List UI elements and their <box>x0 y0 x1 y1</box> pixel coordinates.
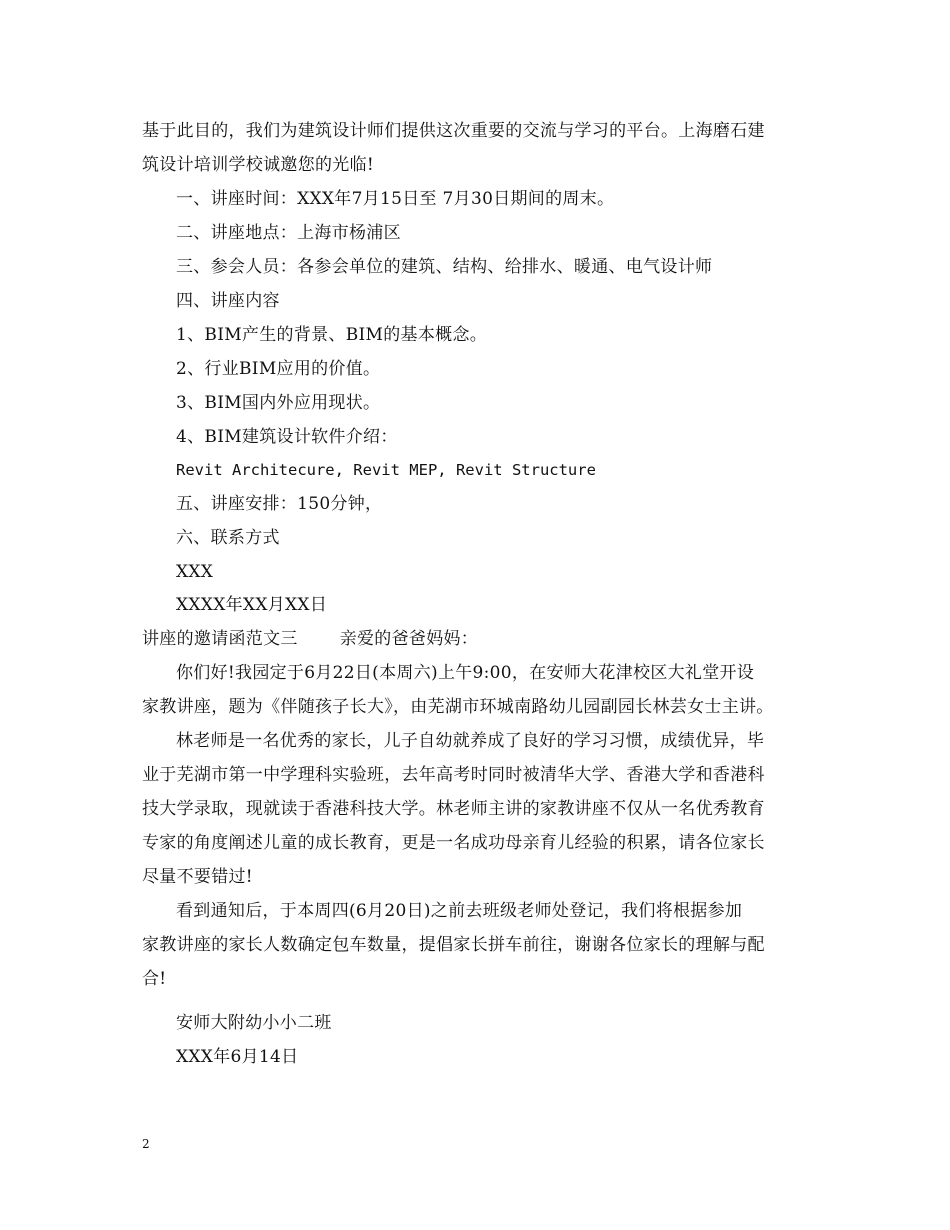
list-item: 2、行业BIM应用的价值。 <box>176 359 381 379</box>
paragraph-line: 合! <box>142 969 167 989</box>
date-line: XXXX年XX月XX日 <box>176 595 328 615</box>
section-heading-time: 一、讲座时间：XXX年7月15日至 7月30日期间的周末。 <box>176 189 615 209</box>
paragraph-line: 专家的角度阐述儿童的成长教育，更是一名成功母亲育儿经验的积累，请各位家长 <box>142 833 765 853</box>
contact-placeholder: XXX <box>176 562 214 582</box>
section-heading-content: 四、讲座内容 <box>176 291 280 311</box>
signature-date: XXX年6月14日 <box>176 1047 299 1067</box>
paragraph-line: 业于芜湖市第一中学理科实验班，去年高考时同时被清华大学、香港大学和香港科 <box>142 765 765 785</box>
section-heading-contact: 六、联系方式 <box>176 528 280 548</box>
section-heading-schedule: 五、讲座安排：150分钟， <box>176 494 383 514</box>
list-item: 4、BIM建筑设计软件介绍： <box>176 427 398 447</box>
signature-class: 安师大附幼小小二班 <box>176 1013 332 1033</box>
paragraph-line: 尽量不要错过! <box>142 867 253 887</box>
paragraph-line: 你们好!我园定于6月22日(本周六)上午9:00，在安师大花津校区大礼堂开设 <box>176 663 755 683</box>
list-item: 1、BIM产生的背景、BIM的基本概念。 <box>176 325 488 345</box>
letter-title-line <box>142 627 478 651</box>
letter-title: 讲座的邀请函范文三 <box>142 629 298 649</box>
paragraph-line: 家教讲座的家长人数确定包车数量，提倡家长拼车前往，谢谢各位家长的理解与配 <box>142 935 765 955</box>
paragraph-line: 看到通知后，于本周四(6月20日)之前去班级老师处登记，我们将根据参加 <box>176 901 743 921</box>
section-heading-location: 二、讲座地点：上海市杨浦区 <box>176 223 401 243</box>
page-number: 2 <box>142 1137 150 1151</box>
paragraph-line: 筑设计培训学校诚邀您的光临! <box>142 155 375 175</box>
list-item: 3、BIM国内外应用现状。 <box>176 393 381 413</box>
software-list: Revit Architecure, Revit MEP, Revit Structure <box>176 461 596 479</box>
paragraph-line: 技大学录取，现就读于香港科技大学。林老师主讲的家教讲座不仅从一名优秀教育 <box>142 799 765 819</box>
paragraph-line: 基于此目的，我们为建筑设计师们提供这次重要的交流与学习的平台。上海磨石建 <box>142 121 765 141</box>
section-heading-attendees: 三、参会人员：各参会单位的建筑、结构、给排水、暖通、电气设计师 <box>176 257 713 277</box>
paragraph-line: 家教讲座，题为《伴随孩子长大》，由芜湖市环城南路幼儿园副园长林芸女士主讲。 <box>142 697 774 717</box>
paragraph-line: 林老师是一名优秀的家长，儿子自幼就养成了良好的学习习惯，成绩优异，毕 <box>176 731 765 751</box>
letter-salutation: 亲爱的爸爸妈妈： <box>339 629 479 649</box>
